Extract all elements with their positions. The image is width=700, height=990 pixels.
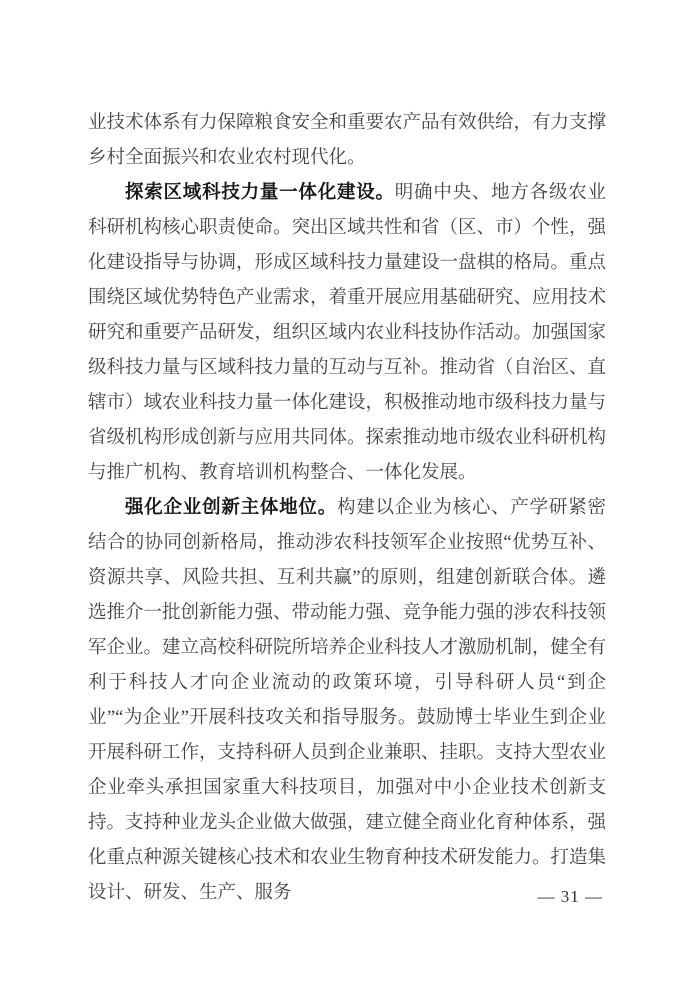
paragraph-continuation — [88, 106, 606, 176]
paragraph-bold-lead: 探索区域科技力量一体化建设。 — [125, 183, 395, 203]
page-number: — 31 — — [537, 887, 603, 906]
paragraph-text: 业技术体系有力保障粮食安全和重要农产品有效供给，有力支撑乡村全面振兴和农业农村现代化。 — [88, 113, 607, 168]
paragraph-text: 构建以企业为核心、产学研紧密结合的协同创新格局，推动涉农科技领军企业按照“优势互补、资源共享、风险共担、互利共赢”的原则，组建创新联合体。遴选推介一批创新能力强、带动能力强、竞争能力强的涉农科技领军企业。建立高校科研院所培养企业科技人才激励机制，健全有利于科技人才向企业流动的政策环境，引导科研人员“到企业”“为企业”开展科技攻关和指导服务。鼓励博士毕业生到企业开展科研工作，支持科研人员到企业兼职、挂职。支持大型农业企业牵头承担国家重大科技项目，加强对中小企业技术创新支持。支持种业龙头企业做大做强，建立健全商业化育种体系，强化重点种源关键核心技术和农业生物育种技术研发能力。打造集设计、研发、生产、服务 — [88, 498, 607, 903]
paragraph-bold-lead: 强化企业创新主体地位。 — [125, 498, 337, 518]
paragraph-regional-integration — [88, 176, 606, 491]
document-body — [88, 106, 606, 911]
paragraph-enterprise-innovation — [88, 491, 606, 911]
paragraph-text: 明确中央、地方各级农业科研机构核心职责使命。突出区域共性和省（区、市）个性，强化建设指导与协调，形成区域科技力量建设一盘棋的格局。重点围绕区域优势特色产业需求，着重开展应用基础研究、应用技术研究和重要产品研发，组织区域内农业科技协作活动。加强国家级科技力量与区域科技力量的互动与互补。推动省（自治区、直辖市）域农业科技力量一体化建设，积极推动地市级科技力量与省级机构形成创新与应用共同体。探索推动地市级农业科研机构与推广机构、教育培训机构整合、一体化发展。 — [88, 183, 607, 483]
